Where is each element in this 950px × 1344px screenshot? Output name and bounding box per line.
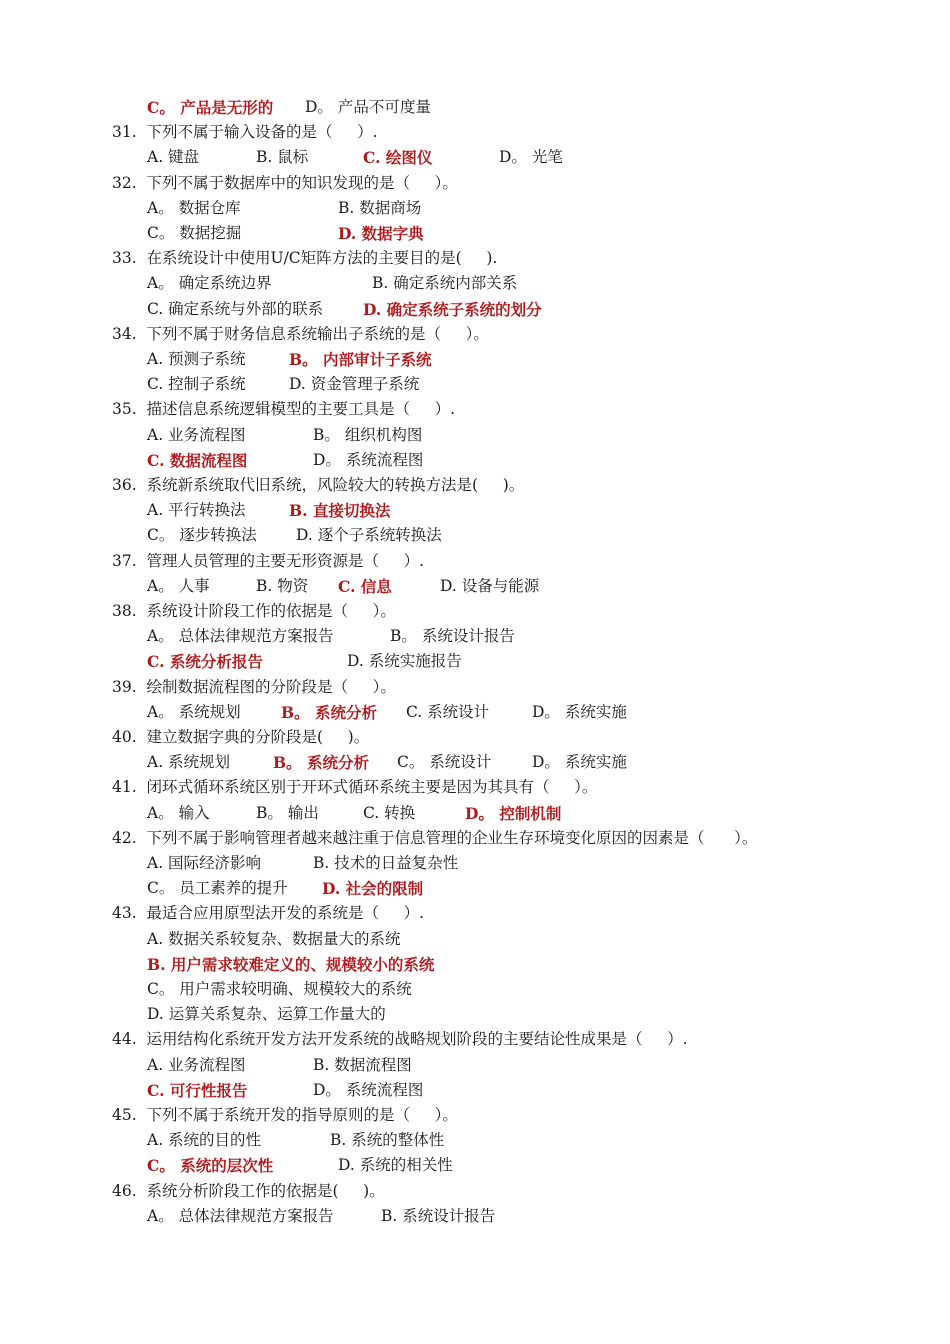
correct-answer-option: B。 内部审计子系统 [289,350,432,369]
answer-option: C。 逐步转换法 [147,526,257,545]
answer-option: C。 员工素养的提升 [147,879,288,898]
answer-option: A. 平行转换法 [147,501,246,520]
correct-answer-option: C。 产品是无形的 [147,98,274,117]
answer-option: D. 资金管理子系统 [289,375,420,394]
correct-answer-option: C. 系统分析报告 [147,652,263,672]
correct-answer-option: D. 社会的限制 [322,879,424,899]
answer-option: D. 系统的相关性 [338,1156,453,1175]
question-text: 35. 描述信息系统逻辑模型的主要工具是（ ）. [112,400,456,419]
answer-option: A. 数据关系较复杂、数据量大的系统 [147,929,401,948]
question-text: 37. 管理人员管理的主要无形资源是（ ）. [112,551,425,570]
correct-answer-option: D。 控制机制 [465,803,562,823]
question-text: 40. 建立数据字典的分阶段是( )。 [112,728,370,746]
answer-option: B. 确定系统内部关系 [372,274,518,293]
answer-option: D。 系统流程图 [313,450,424,469]
answer-option: B. 数据流程图 [313,1055,412,1074]
correct-answer-option: C. 可行性报告 [147,1080,248,1100]
answer-option: B. 物资 [256,576,309,595]
answer-option: D。 产品不可度量 [305,98,431,116]
answer-option: C. 确定系统与外部的联系 [147,299,324,318]
answer-option: A。 输入 [147,803,210,822]
answer-option: A. 业务流程图 [147,1055,246,1074]
answer-option: C. 系统设计 [406,702,490,721]
answer-option: A. 键盘 [147,148,200,167]
answer-option: C. 控制子系统 [147,375,246,394]
answer-option: A. 国际经济影响 [147,854,262,872]
answer-option: B. 系统的整体性 [330,1131,445,1150]
correct-answer-option: D. 数据字典 [338,224,424,243]
answer-option: A. 系统规划 [147,753,231,772]
correct-answer-option: B. 用户需求较难定义的、规模较小的系统 [147,954,435,974]
answer-option: B。 输出 [256,803,319,822]
question-text: 42. 下列不属于影响管理者越来越注重于信息管理的企业生存环境变化原因的因素是（ ）。 [112,828,758,847]
answer-option: C。 数据挖掘 [147,224,242,242]
question-text: 44. 运用结构化系统开发方法开发系统的战略规划阶段的主要结论性成果是（ ）. [112,1030,688,1049]
answer-option: D。 光笔 [499,148,563,167]
answer-option: D。 系统实施 [532,702,627,721]
answer-option: A。 人事 [147,576,210,595]
question-text: 34. 下列不属于财务信息系统输出子系统的是（ ）。 [112,324,489,343]
question-text: 38. 系统设计阶段工作的依据是（ ）。 [112,602,396,620]
question-text: 33. 在系统设计中使用U/C矩阵方法的主要目的是( ). [112,249,498,268]
answer-option: D. 系统实施报告 [347,652,462,671]
answer-option: B. 鼠标 [256,148,309,167]
question-text: 41. 闭环式循环系统区别于开环式循环系统主要是因为其具有（ ）。 [112,778,598,797]
question-text: 46. 系统分析阶段工作的依据是( )。 [112,1181,385,1200]
answer-option: B。 系统设计报告 [390,627,515,646]
answer-option: D. 逐个子系统转换法 [296,526,442,545]
answer-option: A。 总体法律规范方案报告 [147,627,334,646]
answer-option: D. 运算关系复杂、运算工作量大的 [147,1005,386,1024]
answer-option: C。 用户需求较明确、规模较大的系统 [147,980,412,998]
answer-option: D. 设备与能源 [440,576,540,595]
question-text: 43. 最适合应用原型法开发的系统是（ ）. [112,904,425,923]
answer-option: B. 系统设计报告 [381,1206,496,1225]
answer-option: A。 确定系统边界 [147,274,272,293]
correct-answer-option: C。 系统的层次性 [147,1156,274,1176]
answer-option: A。 总体法律规范方案报告 [147,1206,334,1225]
correct-answer-option: C. 数据流程图 [147,450,248,470]
answer-option: B。 组织机构图 [313,425,423,444]
question-text: 32. 下列不属于数据库中的知识发现的是（ ）。 [112,173,458,192]
question-text: 39. 绘制数据流程图的分阶段是（ ）。 [112,677,396,696]
answer-option: A. 业务流程图 [147,425,246,444]
answer-option: A。 数据仓库 [147,198,241,217]
correct-answer-option: C. 绘图仪 [363,148,433,168]
answer-option: B. 数据商场 [338,198,422,217]
correct-answer-option: D. 确定系统子系统的划分 [363,299,542,319]
correct-answer-option: C. 信息 [338,576,392,596]
correct-answer-option: B。 系统分析 [281,702,377,722]
answer-option: C。 系统设计 [397,753,492,772]
answer-option: D。 系统流程图 [313,1080,424,1099]
correct-answer-option: B. 直接切换法 [289,501,391,521]
answer-option: A. 系统的目的性 [147,1131,262,1150]
answer-option: A。 系统规划 [147,702,241,721]
question-text: 36. 系统新系统取代旧系统，风险较大的转换方法是( )。 [112,476,525,494]
answer-option: D。 系统实施 [532,753,627,772]
answer-option: C. 转换 [363,803,416,822]
answer-option: A. 预测子系统 [147,350,246,368]
question-text: 31. 下列不属于输入设备的是（ ）. [112,123,378,142]
correct-answer-option: B。 系统分析 [273,753,369,773]
question-text: 45. 下列不属于系统开发的指导原则的是（ ）。 [112,1106,458,1124]
answer-option: B. 技术的日益复杂性 [313,854,459,872]
